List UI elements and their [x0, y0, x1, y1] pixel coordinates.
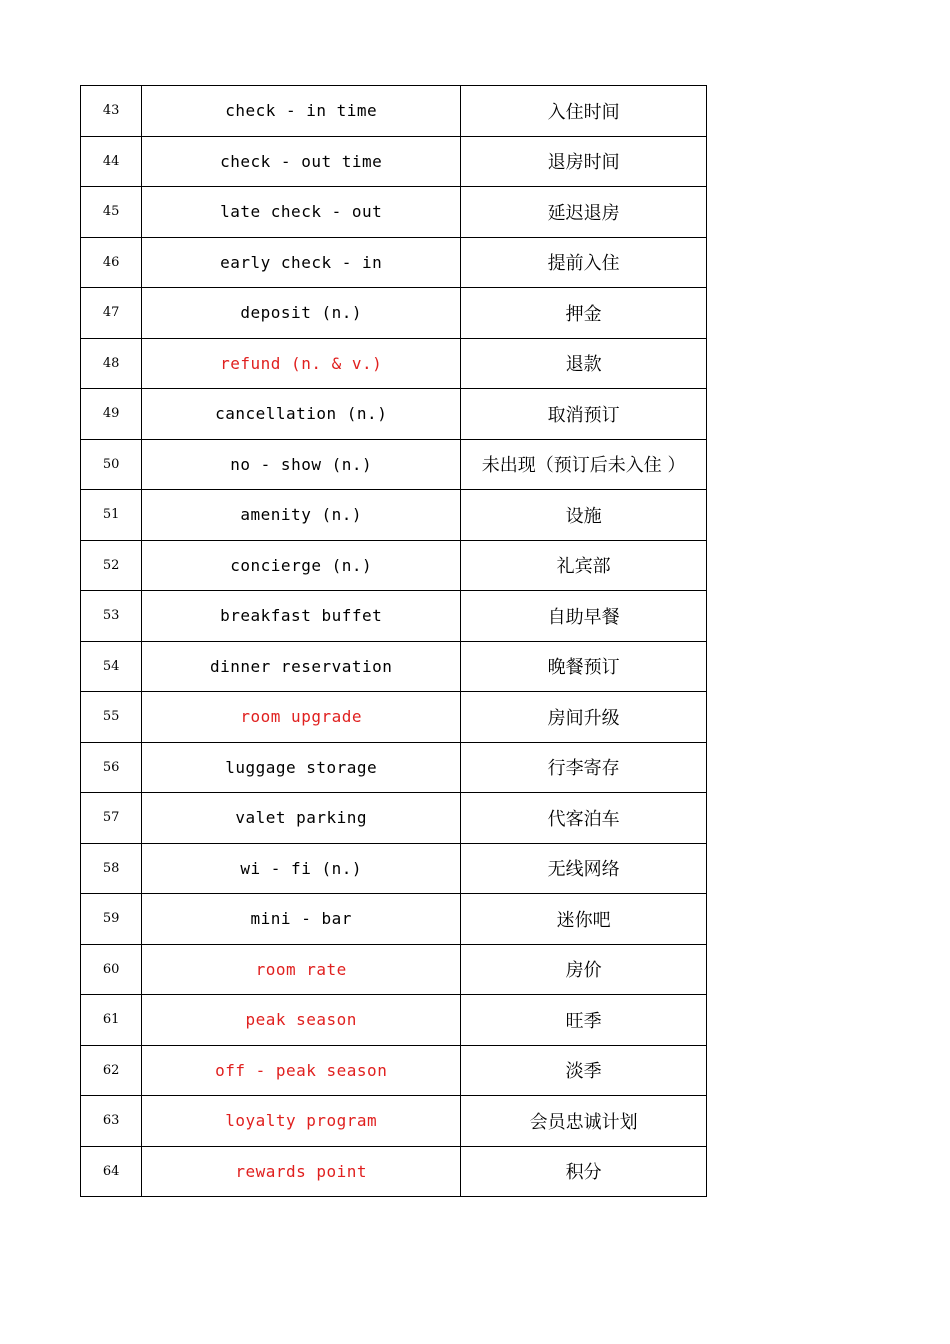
row-number: 43 [81, 86, 142, 137]
english-term: no - show (n.) [142, 439, 461, 490]
table-row [81, 793, 707, 844]
english-term: peak season [142, 995, 461, 1046]
row-number: 44 [81, 136, 142, 187]
vocabulary-table-body [81, 86, 707, 1197]
chinese-translation: 未出现（预订后未入住 ） [461, 439, 707, 490]
row-number: 45 [81, 187, 142, 238]
chinese-translation: 提前入住 [461, 237, 707, 288]
table-row [81, 692, 707, 743]
table-row [81, 742, 707, 793]
table-row [81, 944, 707, 995]
chinese-translation: 押金 [461, 288, 707, 339]
chinese-translation: 淡季 [461, 1045, 707, 1096]
chinese-translation: 无线网络 [461, 843, 707, 894]
chinese-translation: 代客泊车 [461, 793, 707, 844]
table-row [81, 136, 707, 187]
chinese-translation: 房价 [461, 944, 707, 995]
chinese-translation: 行李寄存 [461, 742, 707, 793]
row-number: 52 [81, 540, 142, 591]
table-row [81, 1045, 707, 1096]
table-row [81, 338, 707, 389]
chinese-translation: 退房时间 [461, 136, 707, 187]
row-number: 47 [81, 288, 142, 339]
table-row [81, 237, 707, 288]
row-number: 49 [81, 389, 142, 440]
chinese-translation: 自助早餐 [461, 591, 707, 642]
table-row [81, 187, 707, 238]
english-term: cancellation (n.) [142, 389, 461, 440]
vocabulary-table [80, 85, 707, 1197]
english-term: check - out time [142, 136, 461, 187]
table-row [81, 843, 707, 894]
table-row [81, 540, 707, 591]
row-number: 56 [81, 742, 142, 793]
chinese-translation: 礼宾部 [461, 540, 707, 591]
english-term: late check - out [142, 187, 461, 238]
english-term: breakfast buffet [142, 591, 461, 642]
english-term: early check - in [142, 237, 461, 288]
row-number: 51 [81, 490, 142, 541]
english-term: luggage storage [142, 742, 461, 793]
english-term: refund (n. & v.) [142, 338, 461, 389]
english-term: wi - fi (n.) [142, 843, 461, 894]
chinese-translation: 迷你吧 [461, 894, 707, 945]
chinese-translation: 设施 [461, 490, 707, 541]
row-number: 63 [81, 1096, 142, 1147]
chinese-translation: 入住时间 [461, 86, 707, 137]
chinese-translation: 积分 [461, 1146, 707, 1197]
english-term: rewards point [142, 1146, 461, 1197]
table-row [81, 490, 707, 541]
english-term: off - peak season [142, 1045, 461, 1096]
english-term: room rate [142, 944, 461, 995]
row-number: 61 [81, 995, 142, 1046]
row-number: 46 [81, 237, 142, 288]
row-number: 54 [81, 641, 142, 692]
chinese-translation: 房间升级 [461, 692, 707, 743]
english-term: check - in time [142, 86, 461, 137]
english-term: valet parking [142, 793, 461, 844]
table-row [81, 995, 707, 1046]
row-number: 48 [81, 338, 142, 389]
chinese-translation: 会员忠诚计划 [461, 1096, 707, 1147]
row-number: 59 [81, 894, 142, 945]
chinese-translation: 退款 [461, 338, 707, 389]
chinese-translation: 延迟退房 [461, 187, 707, 238]
row-number: 64 [81, 1146, 142, 1197]
table-row [81, 1096, 707, 1147]
chinese-translation: 晚餐预订 [461, 641, 707, 692]
english-term: mini - bar [142, 894, 461, 945]
chinese-translation: 旺季 [461, 995, 707, 1046]
row-number: 62 [81, 1045, 142, 1096]
table-row [81, 288, 707, 339]
english-term: loyalty program [142, 1096, 461, 1147]
table-row [81, 439, 707, 490]
row-number: 58 [81, 843, 142, 894]
row-number: 50 [81, 439, 142, 490]
row-number: 60 [81, 944, 142, 995]
table-row [81, 641, 707, 692]
english-term: room upgrade [142, 692, 461, 743]
row-number: 55 [81, 692, 142, 743]
table-row [81, 86, 707, 137]
english-term: amenity (n.) [142, 490, 461, 541]
english-term: deposit (n.) [142, 288, 461, 339]
english-term: dinner reservation [142, 641, 461, 692]
row-number: 53 [81, 591, 142, 642]
table-row [81, 389, 707, 440]
english-term: concierge (n.) [142, 540, 461, 591]
table-row [81, 894, 707, 945]
table-row [81, 591, 707, 642]
row-number: 57 [81, 793, 142, 844]
chinese-translation: 取消预订 [461, 389, 707, 440]
table-row [81, 1146, 707, 1197]
